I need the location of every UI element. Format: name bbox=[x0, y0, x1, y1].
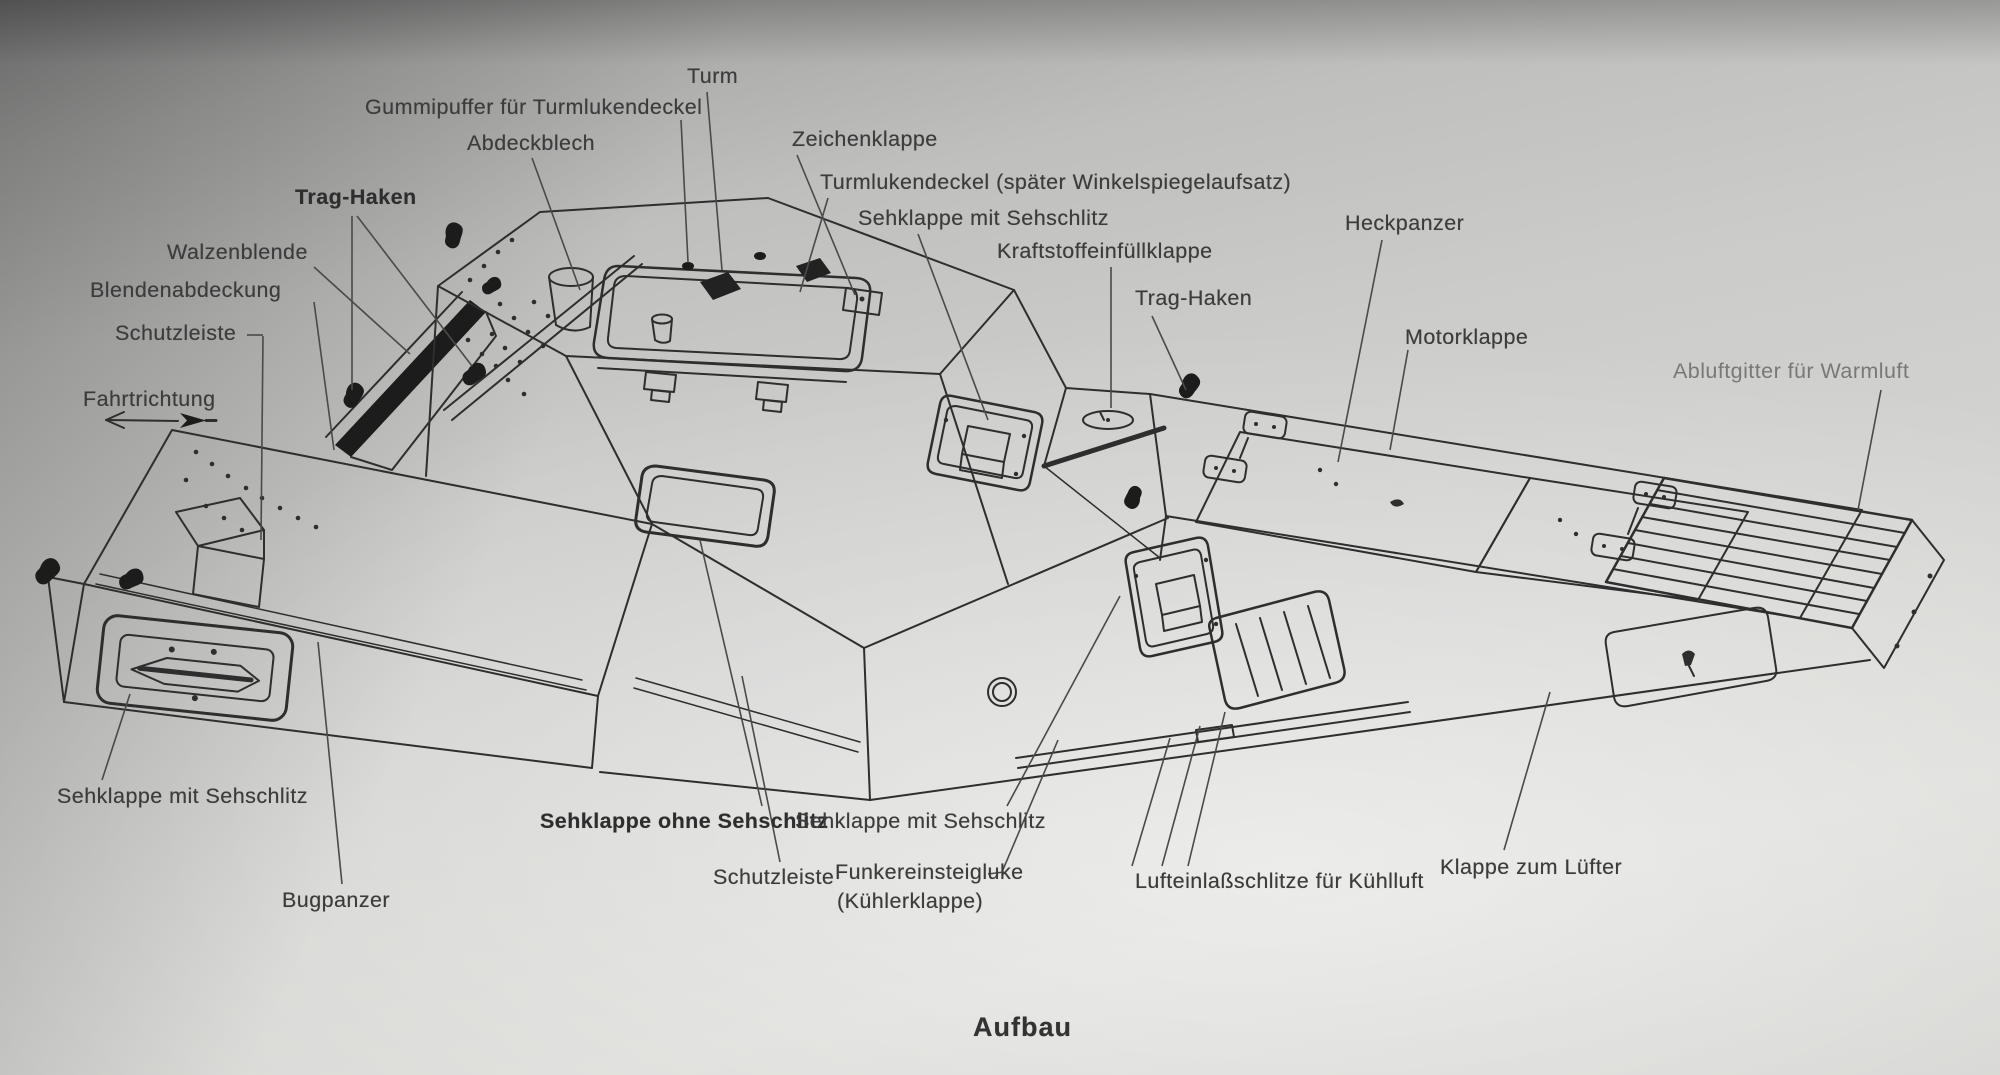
part-label-sehklappe-bug: Sehklappe mit Sehschlitz bbox=[57, 784, 309, 808]
part-label-schutzleiste-unten: Schutzleiste bbox=[713, 865, 835, 889]
part-label-schutzleiste-vorn: Schutzleiste bbox=[115, 321, 237, 345]
part-label-lufteinlass: Lufteinlaßschlitze für Kühlluft bbox=[1135, 869, 1424, 893]
part-label-trag-haken-rechts: Trag-Haken bbox=[1135, 286, 1253, 310]
part-label-funkereinsteigluke: Funkereinsteigluke bbox=[835, 860, 1024, 884]
part-label-sehklappe-mitte: Sehklappe mit Sehschlitz bbox=[795, 809, 1047, 833]
part-label-bugpanzer: Bugpanzer bbox=[282, 888, 391, 912]
part-label-kraftstoffeinfuellklappe: Kraftstoffeinfüllklappe bbox=[997, 239, 1213, 263]
part-label-abluftgitter: Abluftgitter für Warmluft bbox=[1673, 359, 1910, 383]
part-label-sehklappe-turmseite: Sehklappe mit Sehschlitz bbox=[858, 206, 1110, 230]
part-label-turmlukendeckel: Turmlukendeckel (später Winkelspiegelaufsatz) bbox=[820, 170, 1292, 194]
part-label-motorklappe: Motorklappe bbox=[1405, 325, 1529, 349]
part-label-kuehlerklappe: (Kühlerklappe) bbox=[837, 889, 984, 913]
part-label-gummipuffer: Gummipuffer für Turmlukendeckel bbox=[365, 95, 703, 119]
part-label-heckpanzer: Heckpanzer bbox=[1345, 211, 1465, 235]
part-label-fahrtrichtung: Fahrtrichtung bbox=[83, 387, 216, 411]
part-label-walzenblende: Walzenblende bbox=[167, 240, 308, 264]
part-label-sehklappe-ohne: Sehklappe ohne Sehschlitz bbox=[540, 809, 829, 833]
part-label-trag-haken-links: Trag-Haken bbox=[295, 185, 417, 209]
part-label-zeichenklappe: Zeichenklappe bbox=[792, 127, 938, 151]
part-label-abdeckblech: Abdeckblech bbox=[467, 131, 596, 155]
part-label-turm: Turm bbox=[687, 64, 739, 88]
part-label-klappe-zum-luefter: Klappe zum Lüfter bbox=[1440, 855, 1623, 879]
figure-caption: Aufbau bbox=[973, 1012, 1072, 1042]
part-label-blendenabdeckung: Blendenabdeckung bbox=[90, 278, 282, 302]
